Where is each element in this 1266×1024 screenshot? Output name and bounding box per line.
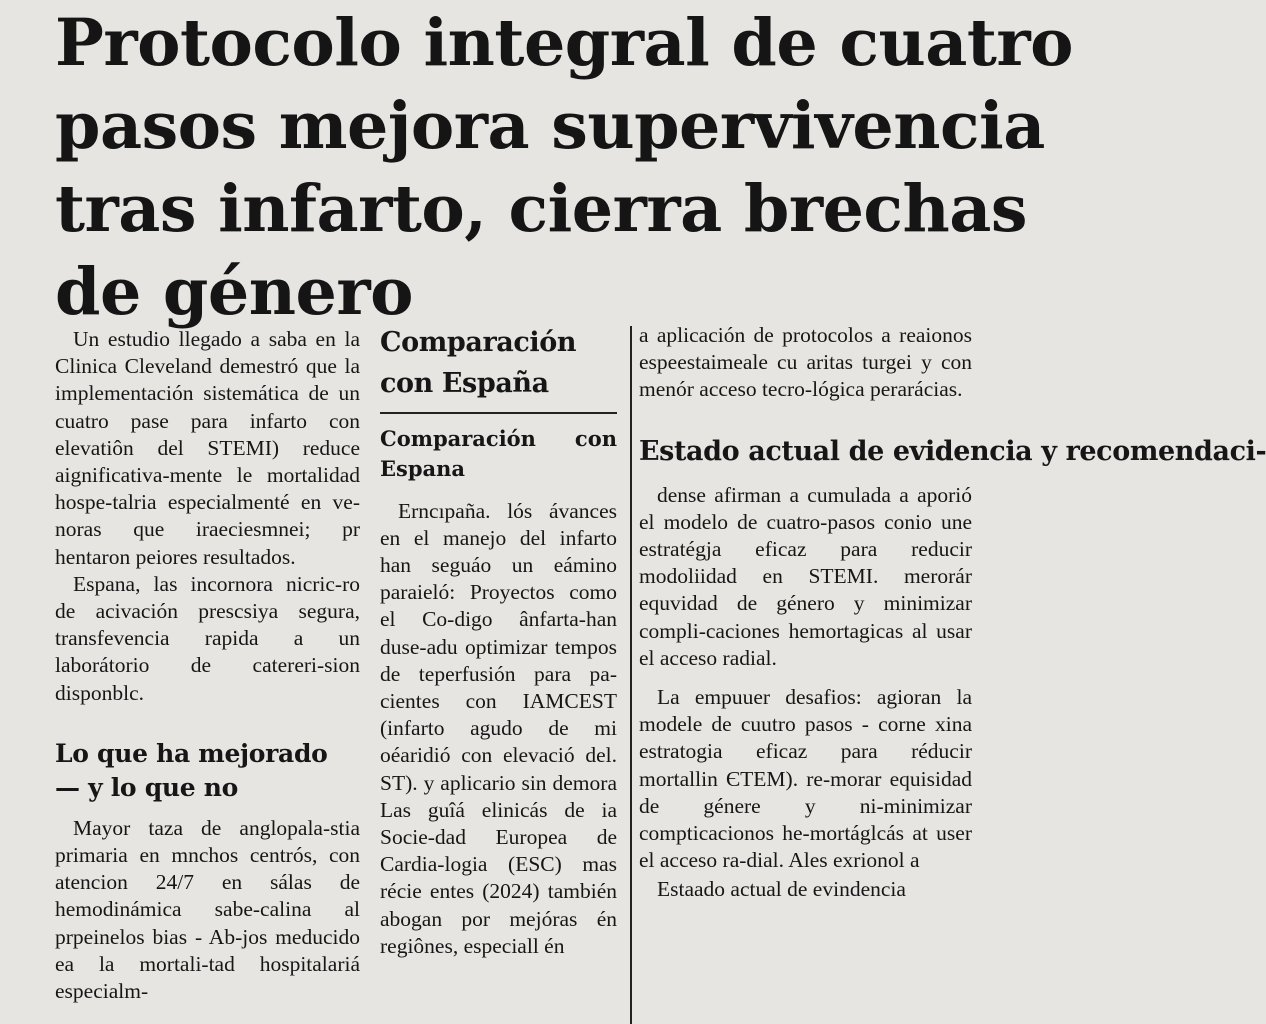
column-3-paragraph: dense afirman a cumulada a aporió el modelo de cuatro-pasos conio une estratégja eficaz para reducir modoliidad en STEMI. merorár equvidad de género y minimizar compli-caciones hemortagicas al usar el acceso radial. xyxy=(639,482,972,670)
section-subheading: Comparación con Espana xyxy=(380,425,617,481)
headline-line: Protocolo integral de cuatro xyxy=(55,5,1073,81)
column-1-paragraph: Espana, las incornora nicric-ro de acivación prescsiya segura, transfevencia rapida a un laborátorio de catereri-sion disponblc. xyxy=(55,571,360,705)
column-3-paragraph: La empuuer desafios: agioran la modele de cuutro pasos - corne xina estratogia eficaz para réducir mortallin ЄTEM). re-morar equisidad de génere y ni-minimizar compticacionos he-mortáglcás at user el acceso ra-dial. Ales exrionol a xyxy=(639,685,972,873)
article-headline xyxy=(55,2,1073,334)
column-3-paragraph: a aplicación de protocolos a reaionos espeestaimeale cu aritas turgei y con menór acceso tecro-lógica perarácias. xyxy=(639,323,972,402)
column-3-paragraph: Estaado actual de evindencia xyxy=(657,877,906,902)
headline-line: tras infarto, cierra brechas xyxy=(55,171,1027,247)
headline-line: de género xyxy=(55,254,413,330)
section-subheading: Lo que ha mejorado — y lo que no xyxy=(55,738,328,802)
column-divider xyxy=(630,326,632,1024)
column-1 xyxy=(55,322,360,1005)
headline-line: pasos mejora supervivencia xyxy=(55,88,1045,164)
column-1-paragraph: Mayor taza de anglopala-stia primaria en mnchos centrós, con atencion 24/7 en sálas de hemodinámica sabe-calina al prpeinelos bias - Ab-jos meducido ea la mortali-tad hospitalariá especialm- xyxy=(55,815,360,1004)
horizontal-rule xyxy=(380,412,617,414)
column-1-paragraph: Un estudio llegado a saba en la Clinica Cleveland demestró que la implementación sistemática de un cuatro pase para infarto con elevatiôn del STEMI) reduce aignificativa-mente le mortalidad hospe-talria especialmenté en ve-noras que iraeciesmnei; pr hentaron peiores resultados. xyxy=(55,327,360,569)
column-2-paragraph: Erncıpaña. lós ávances en el manejo del infarto han seguáo un eámino paraieló: Proyectos como el Co-digo ânfarta-han duse-adu optimizar tempos de teperfusión para pa-cientes con IAMCEST (infarto agudo de mi oéaridió con elevació del. ST). y aplicario sin demora Las guîá elinicás de ia Socie-dad Europea de Cardia-logia (ESC) mas récie entes (2024) también abogan por mejóras én regiônes, especiall én xyxy=(380,498,617,958)
section-heading: Comparación con España xyxy=(380,327,577,399)
section-heading: Estado actual de evidencia y recomendaci- xyxy=(639,435,1266,467)
column-3 xyxy=(639,322,1266,904)
column-2 xyxy=(380,322,617,960)
